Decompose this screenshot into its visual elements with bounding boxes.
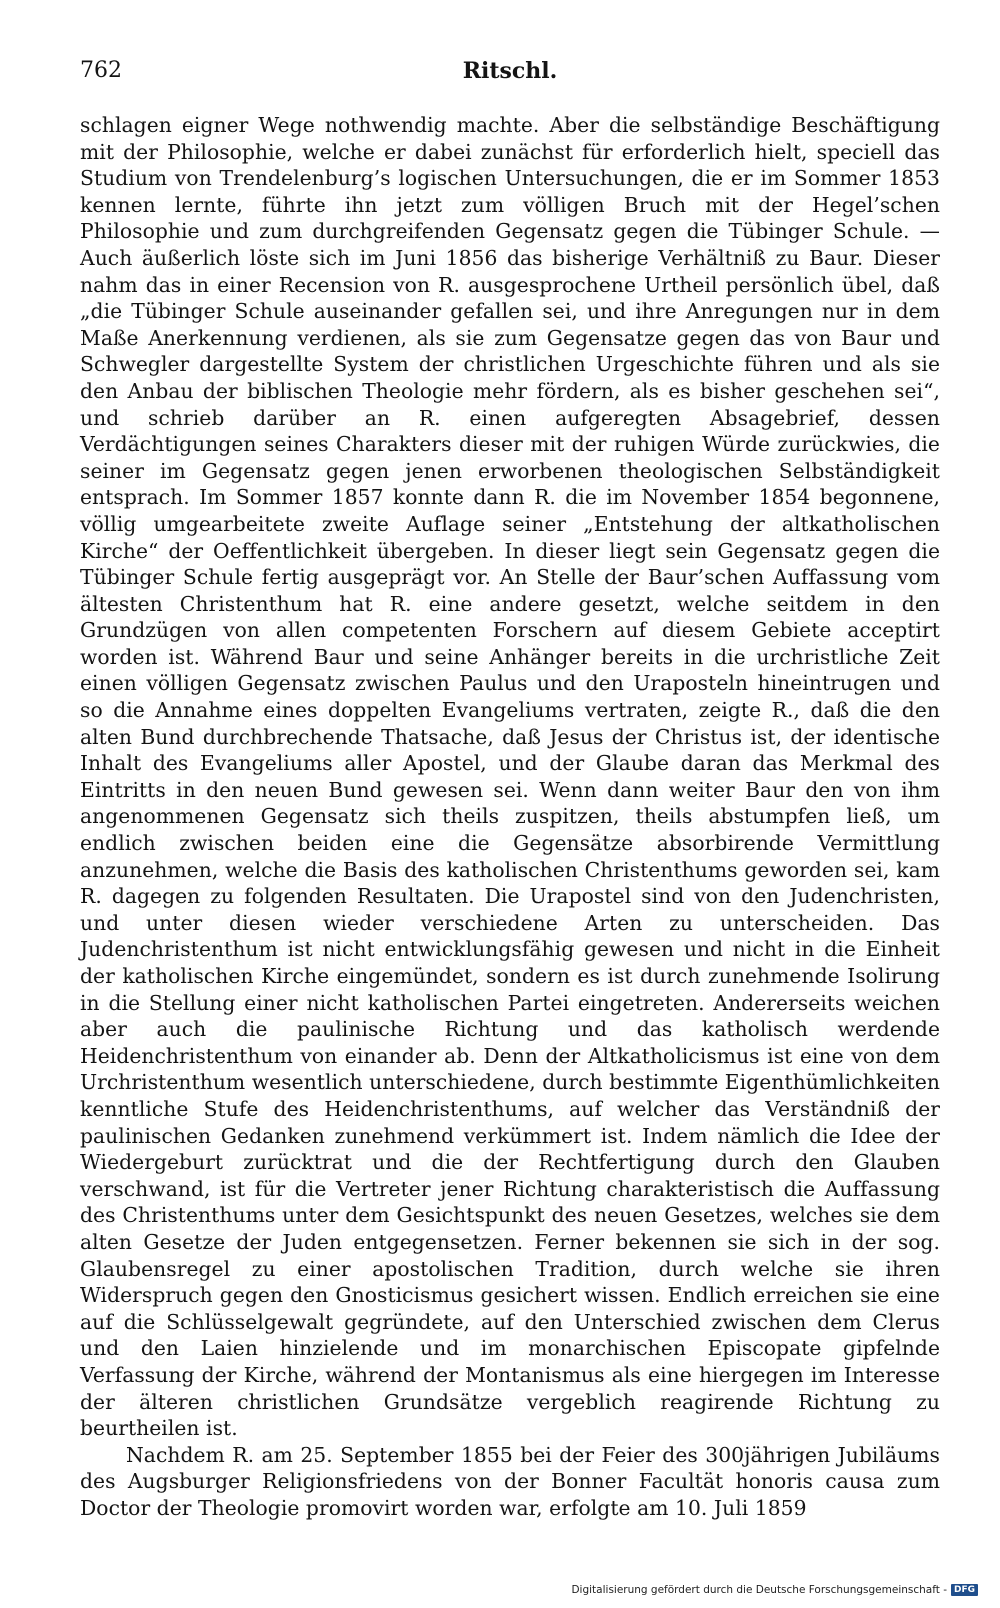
dfg-logo: DFG [951,1584,978,1596]
paragraph-2: Nachdem R. am 25. September 1855 bei der Feier des 300jährigen Jubiläums des Augsburger Religionsfriedens von der Bonner Facultät honoris causa zum Doctor der Theologie promovirt worden war, erfolgte am 10. Juli 1859 [80,1442,940,1520]
footer-credit-text: Digitalisierung gefördert durch die Deutsche Forschungsgemeinschaft - [571,1584,947,1596]
body-text [80,112,940,1521]
running-head: Ritschl. [462,58,558,84]
page-header [80,58,940,92]
page-number: 762 [80,58,122,83]
paragraph-1: schlagen eigner Wege nothwendig machte. Aber die selbständige Beschäftigung mit der Philosophie, welche er dabei zunächst für erforderlich hielt, speciell das Studium von Trendelenburg’s logischen Untersuchungen, die er im Sommer 1853 kennen lernte, führte ihn jetzt zum völligen Bruch mit der Hegel’schen Philosophie und zum durchgreifenden Gegensatz gegen die Tübinger Schule. — Auch äußerlich löste sich im Juni 1856 das bisherige Verhältniß zu Baur. Dieser nahm das in einer Recension von R. ausgesprochene Urtheil persönlich übel, daß „die Tübinger Schule auseinander gefallen sei, und ihre Anregungen nur in dem Maße Anerkennung verdienen, als sie zum Gegensatze gegen das von Baur und Schwegler dargestellte System der christlichen Urgeschichte führen und als sie den Anbau der biblischen Theologie mehr fördern, als es bisher geschehen sei“, und schrieb darüber an R. einen aufgeregten Absagebrief, dessen Verdächtigungen seines Charakters dieser mit der ruhigen Würde zurückwies, die seiner im Gegensatz gegen jenen erworbenen theologischen Selbständigkeit entsprach. Im Sommer 1857 konnte dann R. die im November 1854 begonnene, völlig umgearbeitete zweite Auflage seiner „Entstehung der altkatholischen Kirche“ der Oeffentlichkeit übergeben. In dieser liegt sein Gegensatz gegen die Tübinger Schule fertig ausgeprägt vor. An Stelle der Baur’schen Auffassung vom ältesten Christenthum hat R. eine andere gesetzt, welche seitdem in den Grundzügen von allen competenten Forschern auf diesem Gebiete acceptirt worden ist. Während Baur und seine Anhänger bereits in die urchristliche Zeit einen völligen Gegensatz zwischen Paulus und den Uraposteln hineintrugen und so die Annahme eines doppelten Evangeliums vertraten, zeigte R., daß die den alten Bund durchbrechende Thatsache, daß Jesus der Christus ist, der identische Inhalt des Evangeliums aller Apostel, und der Glaube daran das Merkmal des Eintritts in den neuen Bund gewesen sei. Wenn dann weiter Baur den von ihm angenommenen Gegensatz sich theils zuspitzen, theils abstumpfen ließ, um endlich zwischen beiden eine die Gegensätze absorbirende Vermittlung anzunehmen, welche die Basis des katholischen Christenthums geworden sei, kam R. dagegen zu folgenden Resultaten. Die Urapostel sind von den Judenchristen, und unter diesen wieder verschiedene Arten zu unterscheiden. Das Judenchristenthum ist nicht entwicklungsfähig gewesen und nicht in die Einheit der katholischen Kirche eingemündet, sondern es ist durch zunehmende Isolirung in die Stellung einer nicht katholischen Partei eingetreten. Andererseits weichen aber auch die paulinische Richtung und das katholisch werdende Heidenchristenthum von einander ab. Denn der Altkatholicismus ist eine von dem Urchristenthum wesentlich unterschiedene, durch bestimmte Eigenthümlichkeiten kenntliche Stufe des Heidenchristenthums, auf welcher das Verständniß der paulinischen Gedanken zunehmend verkümmert ist. Indem nämlich die Idee der Wiedergeburt zurücktrat und die der Rechtfertigung durch den Glauben verschwand, ist für die Vertreter jener Richtung charakteristisch die Auffassung des Christenthums unter dem Gesichtspunkt des neuen Gesetzes, welches sie dem alten Gesetze der Juden entgegensetzen. Ferner bekennen sie sich in der sog. Glaubensregel zu einer apostolischen Tradition, durch welche sie ihren Widerspruch gegen den Gnosticismus gesichert wissen. Endlich erreichen sie eine auf die Schlüsselgewalt gegründete, auf den Unterschied zwischen dem Clerus und den Laien hinzielende und im monarchischen Episcopate gipfelnde Verfassung der Kirche, während der Montanismus als eine hiergegen im Interesse der älteren christlichen Grundsätze vergeblich reagirende Richtung zu beurtheilen ist. [80,113,940,1441]
digitization-footer [571,1580,978,1600]
